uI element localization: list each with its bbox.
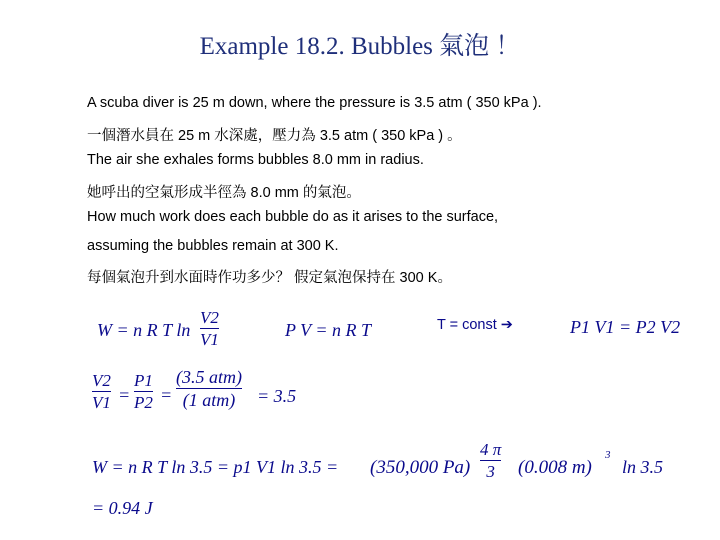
problem-line-6: assuming the bubbles remain at 300 K. xyxy=(87,238,339,254)
sphere-fraction-numerator: 4 π xyxy=(480,440,502,459)
ratio-p-denominator: P2 xyxy=(134,393,153,412)
isothermal-condition: T = const ➔ xyxy=(437,317,513,333)
ratio-values-denominator: (1 atm) xyxy=(182,390,236,410)
sphere-volume-fraction xyxy=(480,441,501,480)
volume-ratio-numerator: V2 xyxy=(200,308,219,327)
work-pressure: (350,000 Pa) xyxy=(370,457,471,478)
ratio-v-numerator: V2 xyxy=(92,371,111,390)
ratio-values-fraction xyxy=(176,368,242,409)
problem-line-5: How much work does each bubble do as it arises to the surface, xyxy=(87,209,499,225)
slide-title: Example 18.2. Bubbles 氣泡 ！ xyxy=(199,33,521,60)
work-formula-lhs: W = n R T ln xyxy=(97,320,191,340)
boyle-law: P1 V1 = P2 V2 xyxy=(570,317,681,337)
problem-line-3: The air she exhales forms bubbles 8.0 mm in radius. xyxy=(87,152,424,168)
ratio-p-fraction xyxy=(134,372,153,411)
sphere-fraction-denominator: 3 xyxy=(486,462,495,481)
problem-line-4: 她呼出的空氣形成半徑為 8.0 mm 的氣泡。 xyxy=(87,185,361,201)
equals-sign-1: = xyxy=(118,385,131,405)
volume-ratio-denominator: V1 xyxy=(200,330,219,349)
problem-line-2: 一個潛水員在 25 m 水深處，壓力為 3.5 atm ( 350 kPa ) 。 xyxy=(87,128,462,144)
ratio-v-fraction xyxy=(92,372,111,411)
volume-ratio-fraction xyxy=(200,309,219,348)
ratio-result: = 3.5 xyxy=(257,386,297,406)
work-result: = 0.94 J xyxy=(92,498,153,518)
equals-sign-2: = xyxy=(160,385,173,405)
ratio-p-numerator: P1 xyxy=(134,371,153,390)
work-calc-start: W = n R T ln 3.5 = p1 V1 ln 3.5 = xyxy=(92,457,339,477)
ideal-gas-law: P V = n R T xyxy=(285,320,371,340)
problem-line-7: 每個氣泡升到水面時作功多少？ 假定氣泡保持在 300 K。 xyxy=(87,270,452,286)
work-calc-end: ln 3.5 xyxy=(622,457,664,477)
bubble-radius: (0.008 m) xyxy=(518,457,592,478)
cube-exponent: 3 xyxy=(605,449,611,461)
problem-line-1: A scuba diver is 25 m down, where the pressure is 3.5 atm ( 350 kPa ). xyxy=(87,95,542,111)
ratio-values-numerator: (3.5 atm) xyxy=(176,367,242,387)
ratio-v-denominator: V1 xyxy=(92,393,111,412)
